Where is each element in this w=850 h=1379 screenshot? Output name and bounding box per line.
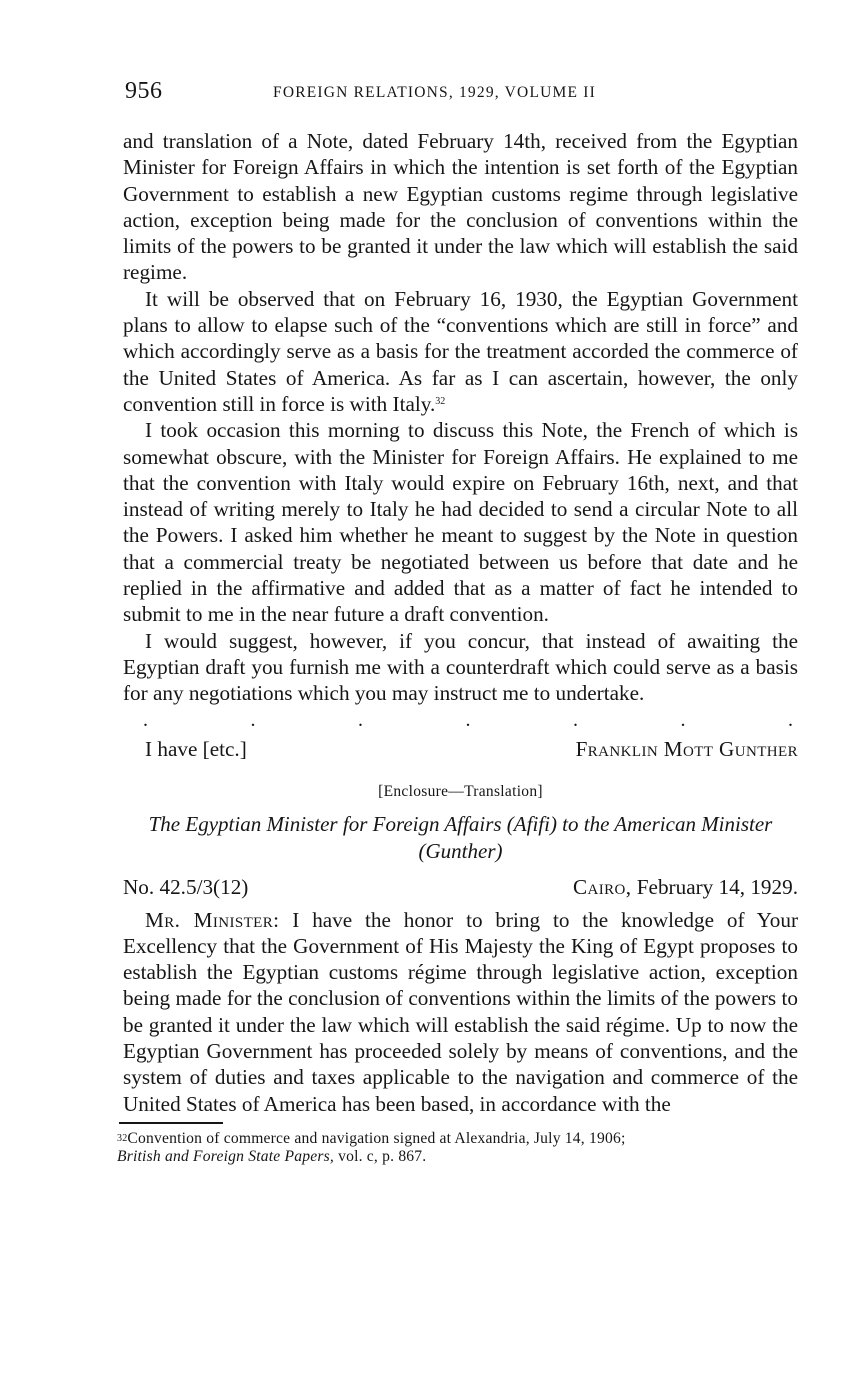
dot: .: [788, 708, 793, 731]
footnote-mark: 32: [117, 1132, 128, 1144]
dateline: [123, 875, 798, 900]
enclosure-body: [123, 907, 798, 1117]
dot: .: [680, 708, 686, 731]
dot: .: [573, 708, 578, 731]
dot: .: [358, 708, 363, 731]
footnote-rule: [119, 1122, 223, 1124]
footnote-source-ref: vol. c, p. 867.: [338, 1147, 427, 1165]
paragraph: I would suggest, however, if you concur, that instead of awaiting the Egyptian draft you furnish me with a counterdraft which could serve as a basis for any negotiations which you may instruct me to undertake.: [123, 628, 798, 706]
footnote-source-title: British and Foreign State Papers,: [117, 1147, 334, 1165]
signature: Franklin Mott Gunther: [575, 736, 798, 761]
footnote: [117, 1130, 798, 1166]
ellipsis-row: [123, 708, 798, 733]
dot: .: [143, 708, 148, 731]
letter-body: [123, 128, 798, 707]
complimentary-close: I have [etc.]: [145, 736, 247, 761]
paragraph: I took occasion this morning to discuss this Note, the French of which is somewhat obscure, with the Minister for Foreign Affairs. He explained to me that the convention with Italy would expire on February 16th, next, and that instead of writing merely to Italy he had decided to send a circular Note to all the Powers. I asked him whether he meant to suggest by the Note in question that a commercial treaty be negotiated between us before that date and he replied in the affirmative and added that as a matter of fact he intended to submit to me in the near future a draft convention.: [123, 418, 798, 627]
running-title: FOREIGN RELATIONS, 1929, VOLUME II: [273, 84, 596, 101]
paragraph-text: I have the honor to bring to the knowledge of Your Excellency that the Government of His Majesty the King of Egypt proposes to establish the Egyptian customs régime through legislative action, exception being made for the conclusion of conventions within the limits of the powers to be granted it under the law which will establish the said régime. Up to now the Egyptian Government has proceeded solely by means of conventions, and the system of duties and taxes applicable to the navigation and commerce of the United States of America has been based, in accordance with the: [123, 907, 799, 1116]
document-heading: The Egyptian Minister for Foreign Affairs (Afifi) to the American Minister (Gunther): [148, 811, 773, 863]
place-date: [573, 875, 798, 900]
date: February 14, 1929.: [636, 874, 798, 899]
enclosure-label: [Enclosure—Translation]: [378, 782, 543, 800]
document-number: No. 42.5/3(12): [123, 874, 249, 899]
closing-line: [123, 737, 798, 762]
running-header: [123, 78, 798, 112]
footnote-reference: 32: [435, 395, 446, 407]
paragraph-text: It will be observed that on February 16, 1930, the Egyptian Government plans to allow to elapse such of the “conventions which are still in force” and which accordingly serve as a basis for the treatment accorded the commerce of the United States of America. As far as I can ascertain, however, the only convention still in force is with Italy.: [123, 286, 798, 416]
paragraph: and translation of a Note, dated February 14th, received from the Egyptian Minister for Foreign Affairs in which the intention is set forth of the Egyptian Government to establish a new Egyptian customs regime through legislative action, exception being made for the conclusion of conventions within the limits of the powers to be granted it under the law which will establish the said regime.: [123, 129, 798, 285]
footnote-text: Convention of commerce and navigation signed at Alexandria, July 14, 1906;: [127, 1129, 626, 1147]
place: Cairo,: [572, 874, 632, 899]
paragraph: [123, 286, 798, 417]
paragraph: [123, 907, 798, 1117]
dot: .: [465, 708, 471, 731]
page-content: [117, 78, 799, 1166]
salutation: Mr. Minister:: [145, 907, 280, 932]
dot: .: [250, 708, 256, 731]
page-number: 956: [125, 78, 163, 104]
